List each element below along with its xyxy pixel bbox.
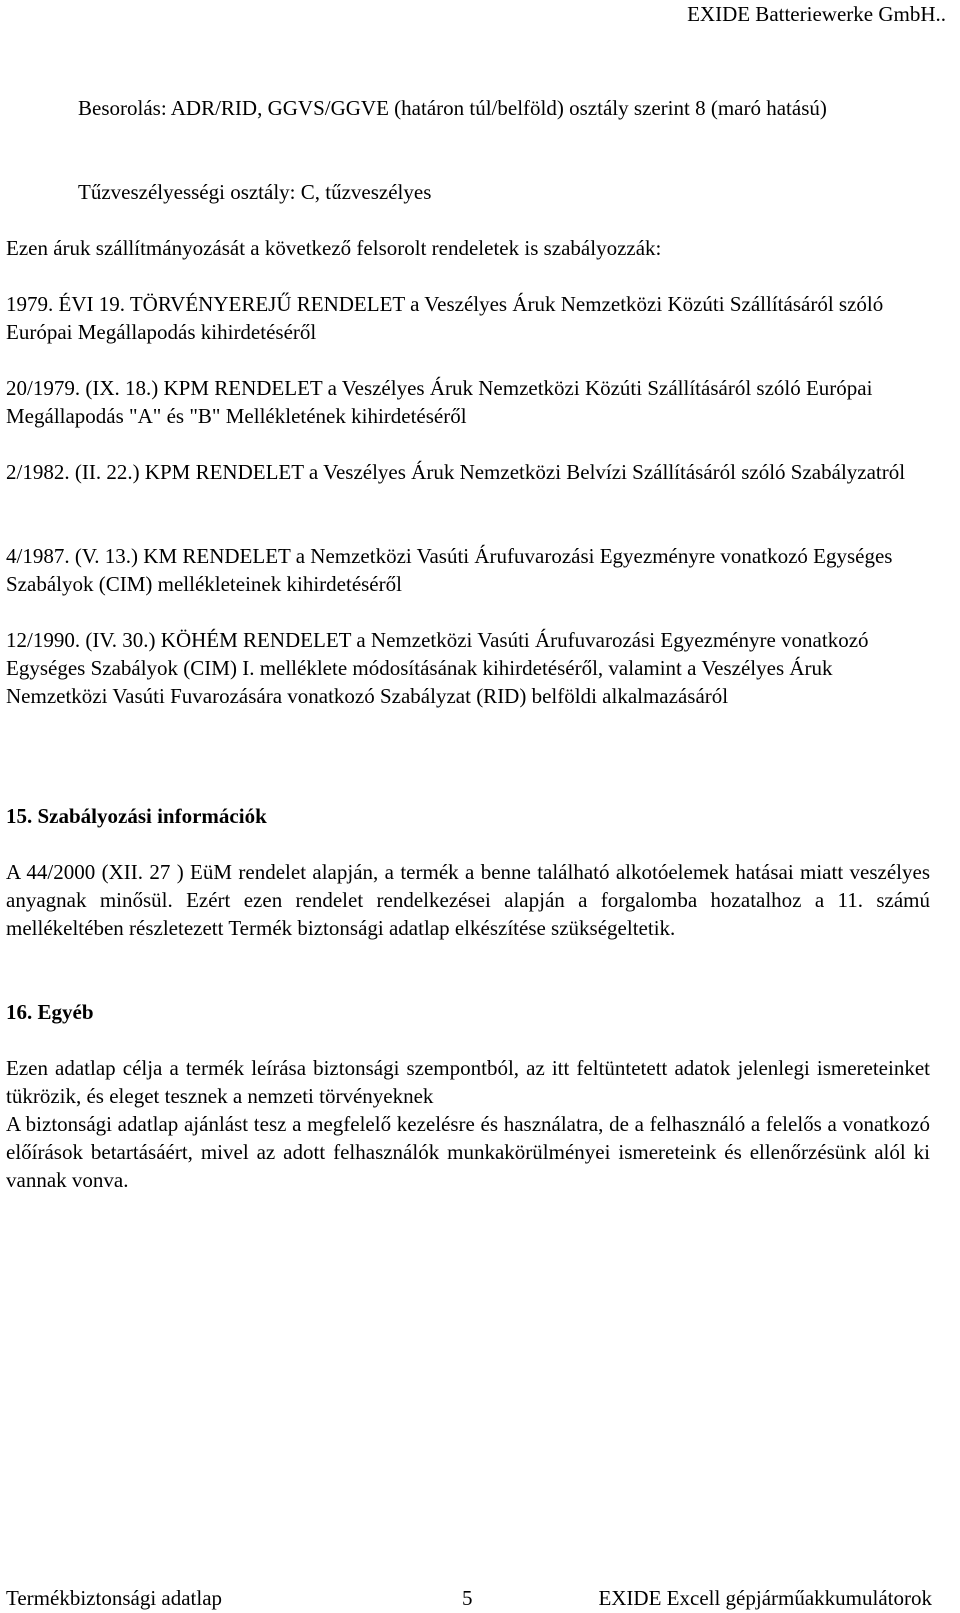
regulation-item: 1979. ÉVI 19. TÖRVÉNYEREJŰ RENDELET a Veszélyes Áruk Nemzetközi Közúti Szállításáról szóló Európai Megállapodás kihirdetéséről: [6, 292, 884, 344]
footer-document-title: Termékbiztonsági adatlap: [6, 1586, 223, 1610]
section-16-paragraph-2: A biztonsági adatlap ajánlást tesz a megfelelő kezelésre és használatra, de a felhasználó a felelős a vonatkozó előírások betartásáért, mivel az adott felhasználók munkakörülményei ismereteink és ellenőrzésünk alól ki vannak vonva.: [6, 1112, 930, 1192]
classification-fire: Tűzveszélyességi osztály: C, tűzveszélyes: [78, 180, 432, 204]
regulation-item: 20/1979. (IX. 18.) KPM RENDELET a Veszélyes Áruk Nemzetközi Közúti Szállításáról szóló Európai Megállapodás "A" és "B" Mellékletének kihirdetéséről: [6, 376, 873, 428]
footer-product-name: EXIDE Excell gépjárműakkumulátorok: [598, 1586, 932, 1610]
regulation-item: 4/1987. (V. 13.) KM RENDELET a Nemzetközi Vasúti Árufuvarozási Egyezményre vonatkozó Egységes Szabályok (CIM) mellékleteinek kihirdetéséről: [6, 544, 893, 596]
section-15-body: A 44/2000 (XII. 27 ) EüM rendelet alapján, a termék a benne található alkotóelemek hatásai miatt veszélyes anyagnak minősül. Ezért ezen rendelet rendelkezései alapján a forgalomba hozatalhoz a 11. számú mellékeltében részletezett Termék biztonsági adatlap elkészítése szükségeltetik.: [6, 860, 930, 940]
page-footer: [0, 1584, 960, 1612]
footer-page-number: 5: [462, 1586, 473, 1610]
page-header-company: EXIDE Batteriewerke GmbH..: [687, 2, 946, 26]
regulation-item: 2/1982. (II. 22.) KPM RENDELET a Veszélyes Áruk Nemzetközi Belvízi Szállításáról szóló Szabályzatról: [6, 460, 906, 484]
regulation-item: 12/1990. (IV. 30.) KÖHÉM RENDELET a Nemzetközi Vasúti Árufuvarozási Egyezményre vonatkozó Egységes Szabályok (CIM) I. melléklete módosításának kihirdetéséről, valamint a Veszélyes Áruk Nemzetközi Vasúti Fuvarozására vonatkozó Szabályzat (RID) belföldi alkalmazásáról: [6, 628, 869, 708]
regulations-intro: Ezen áruk szállítmányozását a következő felsorolt rendeletek is szabályozzák:: [6, 236, 662, 260]
section-15-title: 15. Szabályozási információk: [6, 804, 267, 828]
section-16-paragraph-1: Ezen adatlap célja a termék leírása biztonsági szempontból, az itt feltüntetett adatok jelenlegi ismereteinket tükrözik, és eleget tesznek a nemzeti törvényeknek: [6, 1056, 930, 1108]
section-16-title: 16. Egyéb: [6, 1000, 94, 1024]
classification-adr: Besorolás: ADR/RID, GGVS/GGVE (határon túl/belföld) osztály szerint 8 (maró hatású): [78, 96, 827, 120]
